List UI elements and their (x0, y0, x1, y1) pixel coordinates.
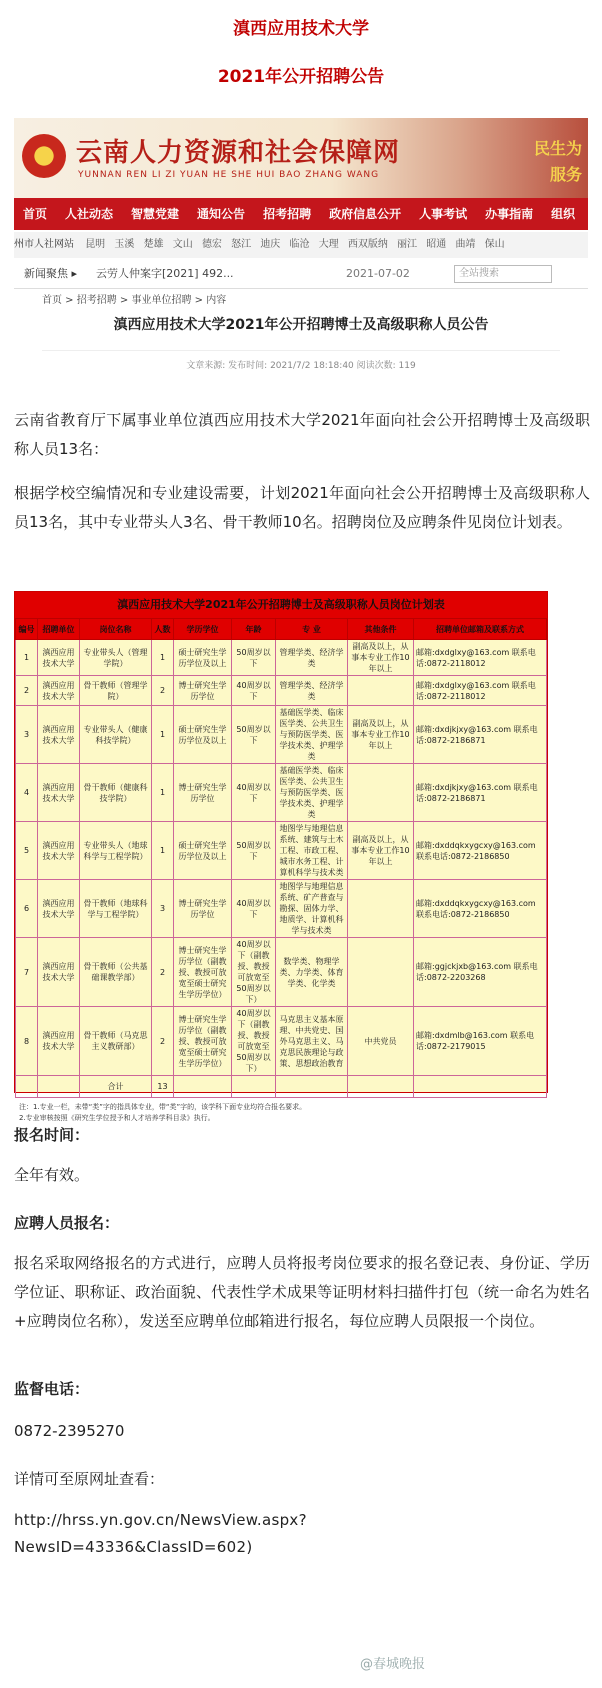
city-link[interactable]: 怒江 (231, 239, 252, 250)
divider (42, 350, 560, 351)
table-cell: 地图学与地理信息系统、建筑与土木工程、市政工程、城市水务工程、计算机科学与技术类 (276, 822, 348, 880)
table-cell: 滇西应用技术大学 (38, 676, 80, 706)
table-cell: 管理学类、经济学类 (276, 676, 348, 706)
city-link[interactable]: 昆明 (85, 239, 106, 250)
table-cell: 2 (152, 938, 174, 1007)
table-cell: 硕士研究生学历学位及以上 (174, 640, 232, 676)
table-row (16, 640, 547, 676)
city-link[interactable]: 玉溪 (114, 239, 135, 250)
table-cell: 博士研究生学历学位 (174, 676, 232, 706)
table-cell: 5 (16, 822, 38, 880)
reg-time-text: 全年有效。 (14, 1166, 90, 1184)
table-cell: 邮箱:dxdmlb@163.com 联系电话:0872-2179015 (414, 1007, 547, 1076)
portal-site-pinyin: YUNNAN REN LI ZI YUAN HE SHE HUI BAO ZHANG WANG (78, 170, 380, 180)
table-cell (414, 1076, 547, 1098)
news-bar (14, 260, 588, 289)
table-row (16, 676, 547, 706)
table-cell (16, 1076, 38, 1098)
table-cell (348, 1076, 414, 1098)
table-cell: 2 (152, 1007, 174, 1076)
table-cell (348, 880, 414, 938)
table-cell: 专业带头人（健康科技学院） (80, 706, 152, 764)
table-cell: 50周岁以下 (232, 640, 276, 676)
table-row (16, 822, 547, 880)
table-notes: 注：1.专业一栏，未带“类”字的指具体专业，带“类”字的，该学科下面专业均符合报名要求。 2.专业审核按照《研究生学位授予和人才培养学科目录》执行。 (19, 1103, 307, 1122)
table-cell: 滇西应用技术大学 (38, 1007, 80, 1076)
page-subtitle: 2021年公开招聘公告 (217, 67, 385, 87)
city-link[interactable]: 迪庆 (260, 239, 281, 250)
nav-item-recruit[interactable]: 招考招聘 (263, 207, 312, 221)
total-value: 13 (152, 1076, 174, 1098)
table-row (16, 764, 547, 822)
table-title: 滇西应用技术大学2021年公开招聘博士及高级职称人员岗位计划表 (15, 592, 547, 618)
table-cell (348, 676, 414, 706)
nav-item-party[interactable]: 智慧党建 (131, 207, 180, 221)
city-label: 州市人社网站 (14, 239, 74, 250)
apply-paragraph: 报名采取网络报名的方式进行，应聘人员将报考岗位要求的报名登记表、身份证、学历学位证、职称证、政治面貌、代表性学术成果等证明材料扫描件打包（统一命名为姓名+应聘岗位名称），发送至应聘单位邮箱进行报名，每位应聘人员限报一个岗位。 (14, 1254, 590, 1330)
table-cell (276, 1076, 348, 1098)
nav-item-guide[interactable]: 办事指南 (485, 207, 534, 221)
table-header: 专 业 (276, 619, 348, 640)
table-cell: 8 (16, 1007, 38, 1076)
table-cell: 马克思主义基本原理、中共党史、国外马克思主义、马克思民族理论与政策、思想政治教育 (276, 1007, 348, 1076)
national-emblem-icon (22, 134, 66, 178)
watermark: @春城晚报 (360, 1657, 426, 1672)
city-link[interactable]: 丽江 (397, 239, 418, 250)
table-cell: 管理学类、经济学类 (276, 640, 348, 676)
phone-number: 0872-2395270 (14, 1422, 125, 1440)
intro-paragraph: 云南省教育厅下属事业单位滇西应用技术大学2021年面向社会公开招聘博士及高级职称人员13名： (14, 411, 590, 458)
table-cell: 滇西应用技术大学 (38, 706, 80, 764)
table-cell: 2 (16, 676, 38, 706)
city-link[interactable]: 曲靖 (455, 239, 476, 250)
table-header: 岗位名称 (80, 619, 152, 640)
table-cell: 40周岁以下 (232, 880, 276, 938)
table-cell: 40周岁以下（副教授、教授可放宽至50周岁以下） (232, 938, 276, 1007)
city-links (14, 232, 588, 258)
table-cell: 邮箱:dxdjkjxy@163.com 联系电话:0872-2186871 (414, 706, 547, 764)
table-cell: 50周岁以下 (232, 706, 276, 764)
portal-screenshot (14, 118, 588, 406)
table-cell: 博士研究生学历学位 (174, 764, 232, 822)
table-cell: 基础医学类、临床医学类、公共卫生与预防医学类、医学技术类、护理学类 (276, 764, 348, 822)
table-cell: 40周岁以下 (232, 676, 276, 706)
table-cell: 3 (16, 706, 38, 764)
nav-item-notices[interactable]: 通知公告 (197, 207, 246, 221)
table-cell: 数学类、物理学类、力学类、体育学类、化学类 (276, 938, 348, 1007)
more-info-label: 详情可至原网址查看： (14, 1470, 165, 1488)
table-header: 人数 (152, 619, 174, 640)
table-cell: 4 (16, 764, 38, 822)
plan-paragraph: 根据学校空编情况和专业建设需要，计划2021年面向社会公开招聘博士及高级职称人员13名，其中专业带头人3名、骨干教师10名。招聘岗位及应聘条件见岗位计划表。 (14, 484, 590, 531)
apply-heading: 应聘人员报名： (14, 1214, 120, 1232)
table-cell: 博士研究生学历学位 (174, 880, 232, 938)
table-cell: 中共党员 (348, 1007, 414, 1076)
table-cell (38, 1076, 80, 1098)
table-cell (174, 1076, 232, 1098)
table-cell: 专业带头人（管理学院） (80, 640, 152, 676)
city-link[interactable]: 昭通 (426, 239, 447, 250)
portal-nav (14, 198, 588, 230)
table-cell: 基础医学类、临床医学类、公共卫生与预防医学类、医学技术类、护理学类 (276, 706, 348, 764)
table-header: 其他条件 (348, 619, 414, 640)
table-header: 招聘单位 (38, 619, 80, 640)
city-link[interactable]: 临沧 (289, 239, 310, 250)
table-cell: 邮箱:dxdjkjxy@163.com 联系电话:0872-2186871 (414, 764, 547, 822)
city-link[interactable]: 西双版纳 (347, 239, 388, 250)
table-cell: 邮箱:ggjckjxb@163.com 联系电话:0872-2203268 (414, 938, 547, 1007)
nav-item-gov-info[interactable]: 政府信息公开 (329, 207, 402, 221)
table-cell: 6 (16, 880, 38, 938)
table-cell: 副高及以上，从事本专业工作10年以上 (348, 706, 414, 764)
table-cell: 硕士研究生学历学位及以上 (174, 706, 232, 764)
reg-time-heading: 报名时间： (14, 1126, 90, 1144)
portal-banner (14, 118, 588, 198)
table-cell: 1 (152, 640, 174, 676)
table-cell: 滇西应用技术大学 (38, 640, 80, 676)
news-date: 2021-07-02 (346, 267, 410, 280)
table-cell: 3 (152, 880, 174, 938)
table-cell (348, 938, 414, 1007)
page-title: 滇西应用技术大学 (233, 19, 369, 39)
table-row (16, 938, 547, 1007)
table-cell: 7 (16, 938, 38, 1007)
table-cell: 1 (152, 706, 174, 764)
phone-heading: 监督电话： (14, 1380, 90, 1398)
table-header: 编号 (16, 619, 38, 640)
table-row (16, 880, 547, 938)
table-cell: 邮箱:dxdglxy@163.com 联系电话:0872-2118012 (414, 640, 547, 676)
table-cell: 博士研究生学历学位（副教授、教授可放宽至硕士研究生学历学位） (174, 938, 232, 1007)
table-row (16, 706, 547, 764)
source-url-line2[interactable]: NewsID=43336&ClassID=602) (14, 1538, 253, 1556)
recruitment-plan-table (14, 591, 548, 1122)
city-link[interactable]: 楚雄 (143, 239, 164, 250)
nav-item-org[interactable]: 组织 (551, 207, 576, 221)
nav-item-exams[interactable]: 人事考试 (419, 207, 468, 221)
table-header: 年龄 (232, 619, 276, 640)
table-cell: 滇西应用技术大学 (38, 938, 80, 1007)
table-cell: 硕士研究生学历学位及以上 (174, 822, 232, 880)
city-link[interactable]: 保山 (484, 239, 505, 250)
table-header: 招聘单位邮箱及联系方式 (414, 619, 547, 640)
nav-item-home[interactable]: 首页 (23, 207, 48, 221)
table-cell: 地图学与地理信息系统、矿产普查与勘探、固体力学、地质学、计算机科学与技术类 (276, 880, 348, 938)
news-label: 新闻聚焦 ▸ (24, 267, 78, 280)
article-meta: 文章来源: 发布时间: 2021/7/2 18:18:40 阅读次数: 119 (186, 361, 416, 371)
table-cell: 1 (152, 764, 174, 822)
portal-site-name: 云南人力资源和社会保障网 (76, 138, 401, 168)
table-cell: 专业带头人（地球科学与工程学院） (80, 822, 152, 880)
table-total-row (16, 1076, 547, 1098)
table-cell: 副高及以上，从事本专业工作10年以上 (348, 640, 414, 676)
table-cell: 50周岁以下 (232, 822, 276, 880)
nav-item-news[interactable]: 人社动态 (65, 207, 114, 221)
breadcrumb: 首页 > 招考招聘 > 事业单位招聘 > 内容 (42, 295, 227, 306)
article-title: 滇西应用技术大学2021年公开招聘博士及高级职称人员公告 (113, 317, 489, 333)
table-cell: 邮箱:dxddqkxygcxy@163.com 联系电话:0872-2186850 (414, 822, 547, 880)
table-row (16, 1007, 547, 1076)
city-link[interactable]: 德宏 (201, 239, 222, 250)
source-url-line1[interactable]: http://hrss.yn.gov.cn/NewsView.aspx? (14, 1511, 307, 1529)
table-cell: 2 (152, 676, 174, 706)
table-cell: 博士研究生学历学位（副教授、教授可放宽至硕士研究生学历学位） (174, 1007, 232, 1076)
news-ticker[interactable]: 云劳人仲案字[2021] 492... (96, 267, 234, 280)
table-cell: 骨干教师（管理学院） (80, 676, 152, 706)
table-cell: 邮箱:dxdglxy@163.com 联系电话:0872-2118012 (414, 676, 547, 706)
table-cell: 40周岁以下 (232, 764, 276, 822)
city-link[interactable]: 文山 (172, 239, 193, 250)
table-cell: 滇西应用技术大学 (38, 764, 80, 822)
table-cell (348, 764, 414, 822)
table-cell: 1 (16, 640, 38, 676)
plan-table (15, 618, 547, 1098)
table-cell: 滇西应用技术大学 (38, 880, 80, 938)
city-link[interactable]: 大理 (318, 239, 339, 250)
search-input[interactable]: 全站搜索 (454, 265, 552, 283)
table-cell: 骨干教师（健康科技学院） (80, 764, 152, 822)
portal-slogan: 民生为 服务 (533, 139, 582, 184)
table-cell: 骨干教师（公共基础课教学部） (80, 938, 152, 1007)
table-cell: 邮箱:dxddqkxygcxy@163.com 联系电话:0872-2186850 (414, 880, 547, 938)
table-cell (232, 1076, 276, 1098)
total-label: 合计 (80, 1076, 152, 1098)
table-cell: 滇西应用技术大学 (38, 822, 80, 880)
table-cell: 骨干教师（马克思主义教研部） (80, 1007, 152, 1076)
table-cell: 副高及以上，从事本专业工作10年以上 (348, 822, 414, 880)
table-cell: 骨干教师（地球科学与工程学院） (80, 880, 152, 938)
table-cell: 40周岁以下（副教授、教授可放宽至50周岁以下） (232, 1007, 276, 1076)
table-header: 学历学位 (174, 619, 232, 640)
table-cell: 1 (152, 822, 174, 880)
